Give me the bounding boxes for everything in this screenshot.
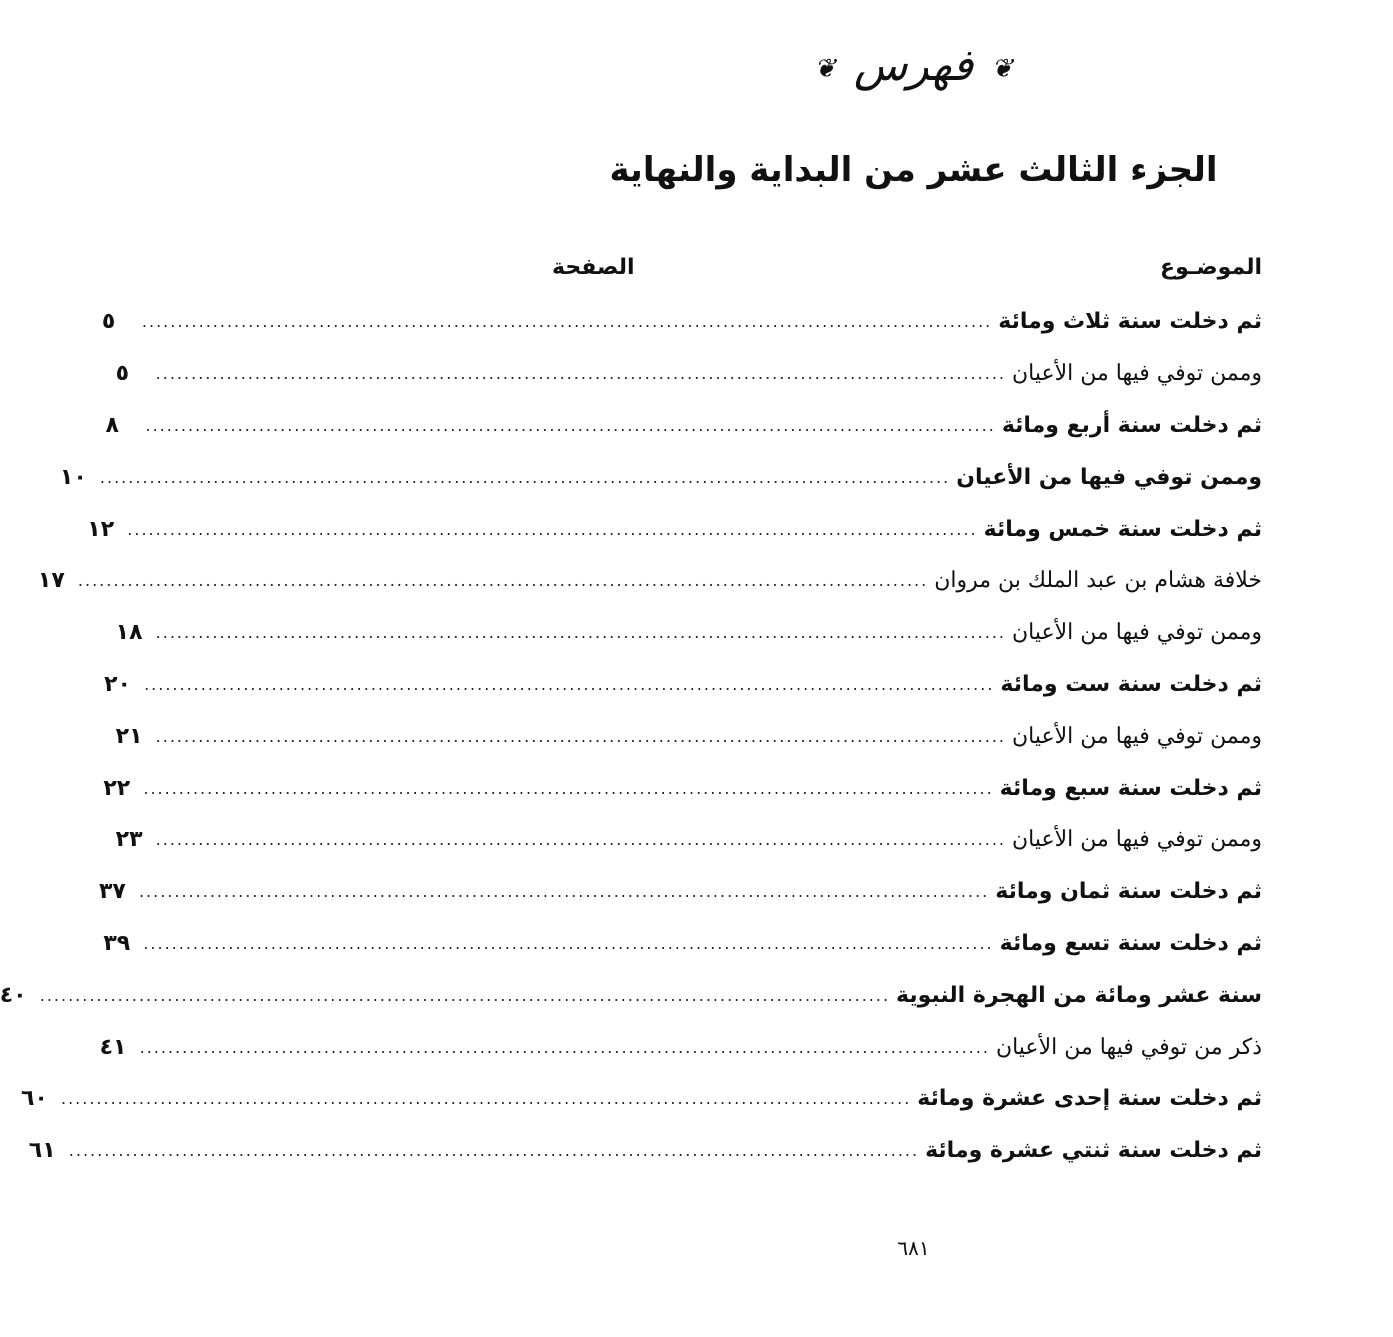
column-header-page: الصفحة	[552, 255, 635, 280]
dot-leader: ........................................................................................................................	[127, 519, 978, 539]
toc-entry-page: ٢١	[115, 723, 143, 749]
toc-entry	[115, 607, 1262, 659]
toc-entry-page: ٦٠	[20, 1086, 48, 1112]
dot-leader: ........................................................................................................................	[145, 415, 996, 435]
toc-entry-title: ثم دخلت سنة ثنتي عشرة ومائة	[925, 1138, 1262, 1164]
dot-leader: ........................................................................................................................	[144, 674, 995, 694]
dot-leader: ........................................................................................................................	[143, 933, 994, 953]
toc-entry	[99, 1021, 1262, 1073]
toc-entry	[0, 969, 1262, 1021]
toc-entry-page: ٨	[105, 412, 119, 438]
toc-entry-title: خلافة هشام بن عبد الملك بن مروان	[934, 568, 1262, 594]
toc-entry-page: ١٠	[59, 464, 87, 490]
toc-entry	[115, 814, 1262, 866]
ornamental-heading	[434, 36, 1393, 99]
book-title: الجزء الثالث عشر من البداية والنهاية	[609, 150, 1218, 190]
toc-entry-title: وممن توفي فيها من الأعيان	[1011, 361, 1262, 387]
toc-entry	[20, 1073, 1262, 1125]
toc-entry-title: ثم دخلت سنة ثمان ومائة	[995, 879, 1262, 905]
toc-entry	[115, 710, 1262, 762]
flourish-icon: ❦	[814, 53, 836, 84]
toc-entry-page: ٥	[101, 309, 116, 335]
column-header-topic: الموضـوع	[1160, 255, 1262, 280]
toc-entry	[98, 866, 1262, 918]
dot-leader: ........................................................................................................................	[68, 1141, 920, 1161]
dot-leader: ........................................................................................................................	[139, 1037, 990, 1057]
toc-entry-page: ٤١	[99, 1034, 127, 1060]
toc-entry-page: ٣٩	[103, 930, 131, 956]
dot-leader: ........................................................................................................................	[39, 985, 891, 1005]
toc-entry-title: وممن توفي فيها من الأعيان	[1011, 827, 1262, 853]
toc-entry-title: ثم دخلت سنة سبع ومائة	[999, 775, 1262, 801]
dot-leader: ........................................................................................................................	[138, 882, 990, 902]
toc-entry	[87, 503, 1262, 555]
toc-entry	[37, 555, 1262, 607]
toc-entry-page: ٥	[115, 361, 130, 387]
toc-entry-page: ٣٧	[98, 879, 126, 905]
column-headers	[552, 248, 1262, 288]
toc-entry-title: ثم دخلت سنة ثلاث ومائة	[998, 309, 1262, 335]
dot-leader: ........................................................................................................................	[155, 830, 1006, 850]
toc-entry-title: ثم دخلت سنة أربع ومائة	[1001, 412, 1262, 438]
toc-entry	[59, 451, 1262, 503]
dot-leader: ........................................................................................................................	[155, 364, 1006, 384]
toc-entry	[103, 918, 1262, 970]
toc-entry-title: سنة عشر ومائة من الهجرة النبوية	[896, 982, 1262, 1008]
toc-entry	[115, 348, 1262, 400]
dot-leader: ........................................................................................................................	[60, 1089, 912, 1109]
toc-entry-page: ٦١	[28, 1138, 56, 1164]
toc-entry-page: ٤٠	[0, 982, 27, 1008]
toc-entry	[28, 1125, 1262, 1177]
toc-entry-title: وممن توفي فيها من الأعيان	[1011, 620, 1262, 646]
toc-entry	[104, 659, 1262, 711]
dot-leader: ........................................................................................................................	[155, 726, 1006, 746]
toc-entry-page: ١٨	[115, 620, 143, 646]
page-number: ٦٨١	[897, 1236, 930, 1260]
dot-leader: ........................................................................................................................	[143, 778, 994, 798]
dot-leader: ........................................................................................................................	[77, 571, 929, 591]
dot-leader: ........................................................................................................................	[141, 312, 993, 332]
toc-entry-title: ذكر من توفي فيها من الأعيان	[995, 1034, 1262, 1060]
toc-entry	[101, 296, 1262, 348]
dot-leader: ........................................................................................................................	[99, 467, 951, 487]
toc-entry-page: ٢٣	[115, 827, 143, 853]
toc-entry-title: ثم دخلت سنة تسع ومائة	[999, 930, 1262, 956]
toc-entry	[103, 762, 1262, 814]
toc-entry	[105, 400, 1262, 452]
toc-entry-title: وممن توفي فيها من الأعيان	[1011, 723, 1262, 749]
toc-entry-title: وممن توفي فيها من الأعيان	[956, 464, 1262, 490]
toc-entry-page: ١٧	[37, 568, 65, 594]
toc-entry-title: ثم دخلت سنة ست ومائة	[1000, 671, 1262, 697]
toc-entry-title: ثم دخلت سنة خمس ومائة	[983, 516, 1262, 542]
dot-leader: ........................................................................................................................	[155, 623, 1006, 643]
toc-entry-page: ٢٠	[104, 671, 131, 697]
flourish-icon: ❦	[991, 53, 1013, 84]
toc-entry-page: ١٢	[87, 516, 115, 542]
toc-list	[0, 296, 1262, 1177]
toc-entry-title: ثم دخلت سنة إحدى عشرة ومائة	[917, 1086, 1262, 1112]
toc-entry-page: ٢٢	[103, 775, 131, 801]
ornament-title: فهرس	[853, 40, 974, 91]
